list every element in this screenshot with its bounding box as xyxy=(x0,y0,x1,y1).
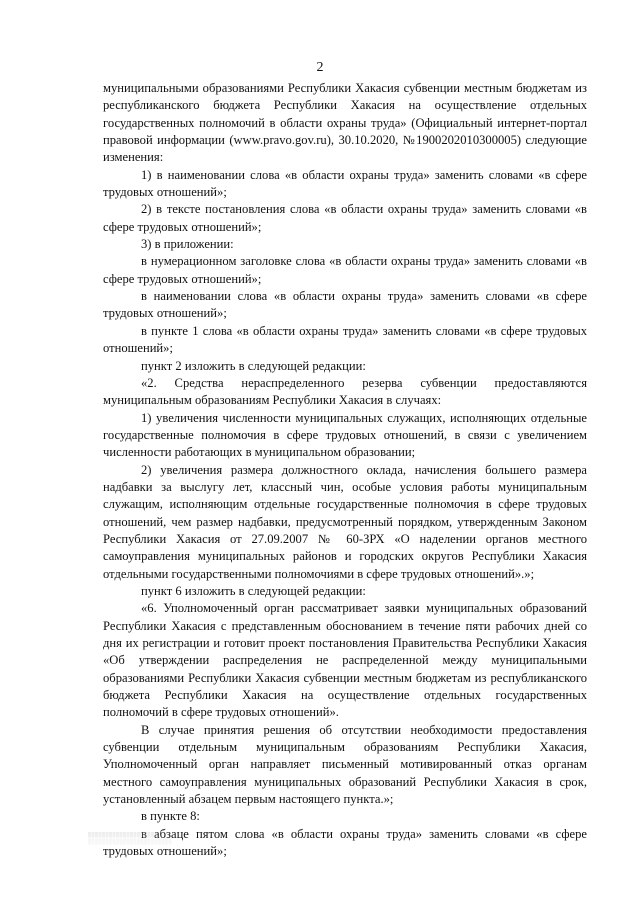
paragraph: В случае принятия решения об отсутствии необходимости предоставления субвенции отдельным муниципальным образованиям Республики Хакасия, Уполномоченный орган направляет письменный мотивированный отказ органам местного самоуправления муниципальных образований Республики Хакасия в срок, установленный абзацем первым настоящего пункта.»; xyxy=(103,722,587,807)
paragraph: 2) в тексте постановления слова «в области охраны труда» заменить словами «в сфере трудовых отношений»; xyxy=(103,202,587,234)
paragraph: в пункте 1 слова «в области охраны труда» заменить словами «в сфере трудовых отношений»; xyxy=(103,323,587,356)
document-body xyxy=(103,80,587,860)
paragraph: в пункте 8: xyxy=(141,809,200,824)
paragraph: 1) в наименовании слова «в области охраны труда» заменить словами «в сфере трудовых отношений»; xyxy=(103,167,587,200)
paragraph: муниципальными образованиями Республики Хакасия субвенции местным бюджетам из республиканского бюджета Республики Хакасия на осуществление отдельных государственных полномочий в области охраны труда» (Официальный интернет-портал правовой информации (www.pravo.gov.ru), 30.10.2020, №1900202010300005) следующие изменения: xyxy=(103,81,587,165)
paragraph: 1) увеличения численности муниципальных служащих, исполняющих отдельные государственные полномочия в сфере трудовых отношений, в связи с увеличением численности работающих в муниципальном образовании; xyxy=(103,410,587,460)
paragraph: пункт 6 изложить в следующей редакции: xyxy=(141,583,366,598)
paragraph: пункт 2 изложить в следующей редакции: xyxy=(141,358,366,373)
paragraph: 2) увеличения размера должностного оклада, начисления большего размера надбавки за выслугу лет, классный чин, особые условия работы муниципальным служащим, исполняющим отдельные государственные полномочия в сфере трудовых отношений, чем размер надбавки, предусмотренный порядком, утвержденным Законом Республики Хакасия от 27.09.2007 № 60-ЗРХ «О наделении органов местного самоуправления муниципальных районов и городских округов Республики Хакасия отдельными государственными полномочиями в сфере трудовых отношений».»; xyxy=(103,462,587,581)
scan-footer-mark: ▒▒▒▒▒▒▒▒▒▒▒▒▒▒▒▒▒▒▒▒ ░░░░░░░░░░░░░░░░░░░░░░░░ xyxy=(88,832,173,845)
paragraph: в абзаце пятом слова «в области охраны труда» заменить словами «в сфере трудовых отношений»; xyxy=(103,826,587,859)
paragraph: «2. Средства нераспределенного резерва субвенции предоставляются муниципальным образованиям Республики Хакасия в случаях: xyxy=(103,375,587,408)
paragraph: в нумерационном заголовке слова «в области охраны труда» заменить словами «в сфере трудовых отношений»; xyxy=(103,254,587,286)
paragraph: 3) в приложении: xyxy=(141,237,234,252)
paragraph: «6. Уполномоченный орган рассматривает заявки муниципальных образований Республики Хакасия с представленным обоснованием в течение пяти рабочих дней со дня их регистрации и готовит проект постановления Правительства Республики Хакасия «Об утверждении распределения не распределенной между муниципальными образованиями Республики Хакасия субвенции местным бюджетам из республиканского бюджета Республики Хакасия на осуществление отдельных государственных полномочий в сфере трудовых отношений». xyxy=(103,601,587,720)
paragraph: в наименовании слова «в области охраны труда» заменить словами «в сфере трудовых отношений»; xyxy=(103,289,587,321)
page-number: 2 xyxy=(316,60,324,75)
